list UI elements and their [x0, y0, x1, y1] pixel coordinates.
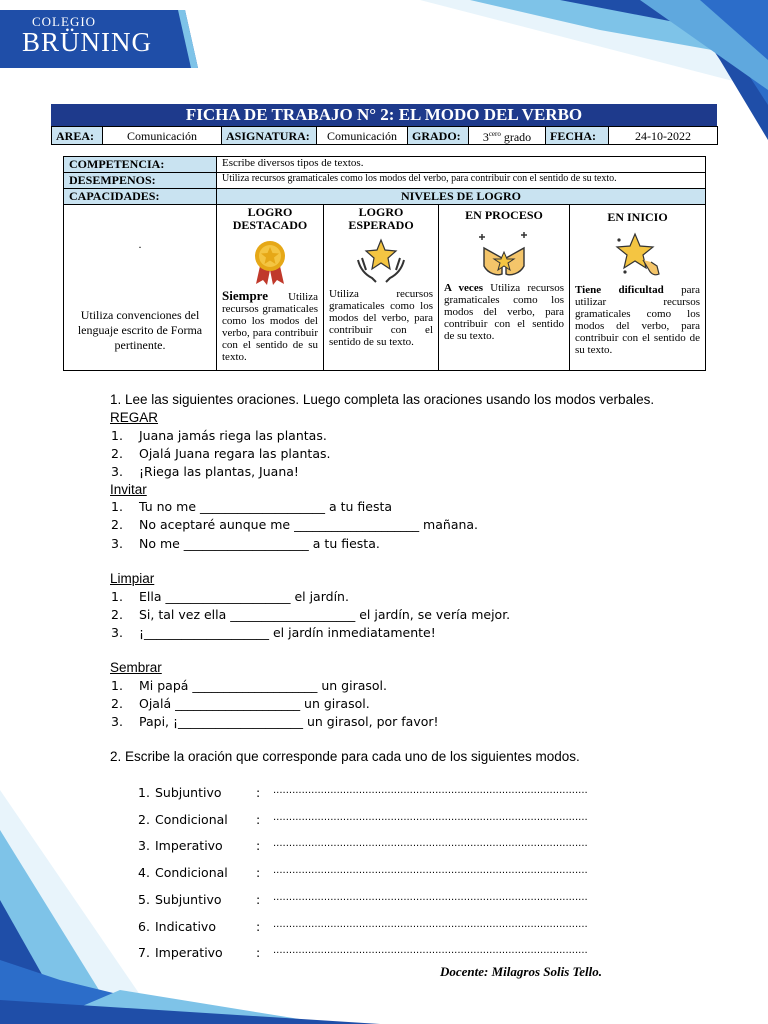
- verb-heading: Sembrar: [110, 660, 162, 675]
- page-title: FICHA DE TRABAJO N° 2: EL MODO DEL VERBO: [51, 104, 717, 126]
- mode-separator: :: [256, 918, 261, 934]
- mode-separator: :: [256, 945, 261, 961]
- mode-answer-line[interactable]: ...................................................................................................: [273, 865, 588, 877]
- mode-separator: :: [256, 891, 261, 907]
- level-title: LOGRO ESPERADO: [348, 205, 414, 232]
- capacidad-text: Utiliza convenciones del lenguaje escrito de Forma pertinente.: [77, 308, 203, 352]
- level-proceso: [439, 205, 570, 371]
- desempenos-value: Utiliza recursos gramaticales como los modos del verbo, para contribuir con el sentido de su texto.: [217, 173, 706, 189]
- level-description: A veces Utiliza recursos gramaticales como los modos del verbo, para contribuir con el sentido de su texto.: [444, 282, 564, 342]
- mode-separator: :: [256, 865, 261, 881]
- list-item: Ella ____________________ el jardín.: [139, 589, 349, 604]
- mode-label: Indicativo: [155, 918, 216, 934]
- verb-heading: REGAR: [110, 410, 159, 425]
- level-destacado: [217, 205, 324, 371]
- mode-separator: :: [256, 838, 261, 854]
- mode-label: Subjuntivo: [155, 785, 222, 800]
- verb-heading: Invitar: [110, 482, 147, 497]
- item-number: 1.: [111, 678, 123, 693]
- list-item: Papi, ¡____________________ un girasol, por favor!: [139, 714, 439, 729]
- capacidades-label: CAPACIDADES:: [64, 189, 217, 205]
- list-item: No me ____________________ a tu fiesta.: [139, 536, 380, 551]
- mode-label: Imperativo: [155, 945, 223, 961]
- item-number: 3.: [111, 464, 123, 479]
- asignatura-value: Comunicación: [317, 127, 408, 145]
- item-number: 2.: [111, 696, 123, 711]
- mode-separator: :: [256, 785, 261, 800]
- fecha-label: FECHA:: [546, 127, 609, 145]
- competencia-label: COMPETENCIA:: [64, 157, 217, 173]
- docente-signature: Docente: Milagros Solis Tello.: [440, 964, 603, 979]
- mode-number: 5.: [138, 891, 150, 907]
- mode-answer-line[interactable]: ...................................................................................................: [273, 918, 588, 930]
- item-number: 1.: [111, 428, 123, 443]
- hands-stars-icon: [474, 228, 534, 278]
- item-number: 3.: [111, 714, 123, 729]
- asignatura-label: ASIGNATURA:: [222, 127, 317, 145]
- list-item: Si, tal vez ella ____________________ el jardín, se vería mejor.: [139, 607, 511, 622]
- mode-separator: :: [256, 811, 261, 827]
- mode-label: Imperativo: [155, 838, 223, 854]
- hands-star-icon: [354, 238, 408, 284]
- level-title: EN PROCESO: [465, 208, 543, 222]
- verb-heading: Limpiar: [110, 571, 155, 586]
- list-item: ¡Riega las plantas, Juana!: [139, 464, 299, 479]
- fecha-value: 24-10-2022: [609, 127, 718, 145]
- area-value: Comunicación: [103, 127, 222, 145]
- mode-number: 3.: [138, 838, 150, 854]
- niveles-label: NIVELES DE LOGRO: [217, 189, 706, 205]
- mode-answer-line[interactable]: ...................................................................................................: [273, 945, 588, 957]
- item-number: 2.: [111, 517, 123, 532]
- mode-answer-line[interactable]: ...................................................................................................: [273, 838, 588, 850]
- school-logo: [0, 10, 198, 68]
- competencia-table: [63, 156, 706, 371]
- competencia-value: Escribe diversos tipos de textos.: [217, 157, 706, 173]
- capacidad-cell: [64, 205, 217, 371]
- item-number: 3.: [111, 536, 123, 551]
- mode-label: Condicional: [155, 865, 228, 881]
- desempenos-label: DESEMPENOS:: [64, 173, 217, 189]
- section1-heading: 1. Lee las siguientes oraciones. Luego completa las oraciones usando los modos verbales.: [110, 392, 655, 407]
- mode-number: 2.: [138, 811, 150, 827]
- mode-number: 1.: [138, 785, 150, 800]
- list-item: Ojalá Juana regara las plantas.: [139, 446, 331, 461]
- mode-number: 6.: [138, 918, 150, 934]
- list-item: Tu no me ____________________ a tu fiesta: [139, 499, 393, 514]
- list-item: Mi papá ____________________ un girasol.: [139, 678, 387, 693]
- info-table: [51, 126, 718, 145]
- mode-answer-line[interactable]: ...................................................................................................: [273, 891, 588, 903]
- star-touch-icon: [613, 230, 663, 280]
- level-esperado: [324, 205, 439, 371]
- item-number: 1.: [111, 499, 123, 514]
- item-number: 1.: [111, 589, 123, 604]
- level-title: LOGRO DESTACADO: [232, 205, 308, 232]
- mode-answer-line[interactable]: ...................................................................................................: [273, 785, 588, 796]
- level-description: Siempre Utiliza recursos gramaticales como los modos del verbo, para contribuir con el sentido de su texto.: [222, 288, 318, 363]
- logo-big-text: BRÜNING: [22, 27, 153, 57]
- grado-value: $3^{cero}$ grado: [469, 127, 546, 145]
- level-title: EN INICIO: [607, 210, 668, 224]
- level-description: Utiliza recursos gramaticales como los modos del verbo, para contribuir con el sentido de su texto.: [329, 288, 433, 348]
- mode-answer-line[interactable]: ...................................................................................................: [273, 811, 588, 823]
- item-number: 2.: [111, 607, 123, 622]
- list-item: Juana jamás riega las plantas.: [139, 428, 327, 443]
- list-item: Ojalá ____________________ un girasol.: [139, 696, 370, 711]
- capacidad-dot: .: [138, 237, 142, 251]
- item-number: 3.: [111, 625, 123, 640]
- mode-number: 4.: [138, 865, 150, 881]
- list-item: ¡____________________ el jardín inmediatamente!: [139, 625, 436, 640]
- mode-label: Subjuntivo: [155, 891, 222, 907]
- section2-heading: 2. Escribe la oración que corresponde para cada uno de los siguientes modos.: [110, 749, 580, 764]
- level-description: Tiene dificultad para utilizar recursos gramaticales como los modos del verbo, para contribuir con el sentido de su texto.: [575, 284, 700, 356]
- item-number: 2.: [111, 446, 123, 461]
- logo-small-text: COLEGIO: [32, 14, 97, 29]
- mode-label: Condicional: [155, 811, 228, 827]
- medal-icon: [248, 238, 292, 286]
- level-inicio: [570, 205, 706, 371]
- list-item: No aceptaré aunque me ____________________ mañana.: [139, 517, 479, 532]
- area-label: AREA:: [52, 127, 103, 145]
- grado-label: GRADO:: [408, 127, 469, 145]
- mode-number: 7.: [138, 945, 150, 961]
